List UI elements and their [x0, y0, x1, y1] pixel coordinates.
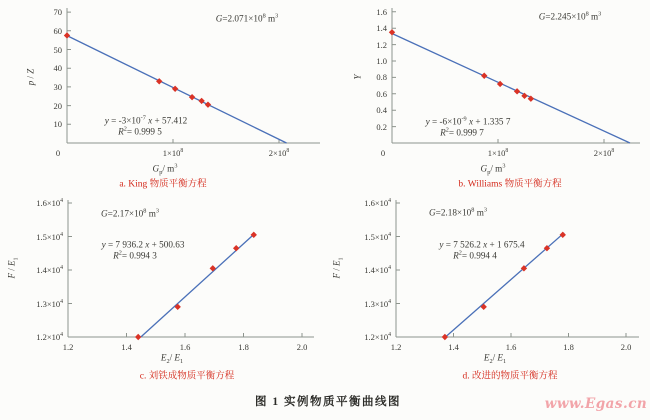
x-tick-label: 1.8: [238, 341, 249, 352]
x-tick-label: 1.2: [390, 341, 402, 352]
x-tick-label: $1\times 10^8$: [487, 147, 509, 158]
y-tick-label: 30: [53, 81, 62, 92]
x-tick-label: $2\times 10^8$: [593, 147, 615, 158]
x-tick-label: 2.0: [296, 341, 308, 352]
x-tick-label: 1.6: [179, 341, 191, 352]
y-tick-label: 0.4: [376, 104, 387, 115]
y-tick-label: 10: [53, 119, 62, 130]
tick-marks: [396, 203, 626, 337]
x-tick-label: 2.0: [620, 341, 632, 352]
chart-c-liutiecheng: [0, 192, 325, 397]
y-tick-label: 0.8: [376, 72, 387, 83]
y-tick-label: $1.6\times 10^4$: [36, 197, 63, 208]
regression-equation: $y = -3\times 10^{-7}$ x + 57.412: [104, 114, 188, 126]
y-tick-label: 1.6: [376, 6, 387, 17]
chart-caption: a. King 物质平衡方程: [119, 179, 207, 190]
chart-canvas: [325, 192, 650, 397]
y-tick-label: $1.4\times 10^4$: [364, 264, 391, 275]
regression-equation: y = 7 936.2 x + 500.63: [101, 239, 185, 250]
x-tick-label: 0: [55, 147, 61, 158]
y-tick-label: $1.4\times 10^4$: [36, 264, 63, 275]
y-tick-label: 40: [53, 62, 62, 73]
y-tick-label: 60: [53, 25, 62, 36]
regression-equation: $R^2= 0.994$ 3: [113, 249, 157, 261]
chart-canvas: [0, 192, 325, 397]
x-tick-label: 1.6: [505, 341, 517, 352]
regression-equation: $R^2= 0.999$ 5: [118, 125, 162, 137]
y-axis-label: F / $E_1$: [331, 257, 345, 279]
y-tick-label: $1.2\times 10^4$: [36, 331, 63, 342]
chart-caption: c. 刘铁成物质平衡方程: [139, 371, 235, 382]
chart-d-improved: [325, 192, 650, 397]
x-axis-label: $G_p/$ $m^3$: [480, 162, 506, 177]
gas-reserve-annotation: $G=2.071\times 10^8$ $m^3$: [215, 12, 279, 24]
gas-reserve-annotation: $G=2.245\times 10^8$ $m^3$: [538, 10, 602, 22]
x-tick-label: 1.4: [448, 341, 459, 352]
y-tick-label: $1.5\times 10^4$: [36, 231, 63, 242]
y-tick-label: $1.3\times 10^4$: [36, 298, 63, 309]
x-tick-label: 1.2: [62, 341, 74, 352]
chart-a-king: [0, 0, 325, 196]
gas-reserve-annotation: $G=2.18\times 10^8$ $m^3$: [429, 206, 487, 218]
regression-equation: $R^2= 0.994$ 4: [453, 249, 497, 261]
x-axis-label: $E_2/$ $E_1$: [160, 352, 184, 366]
tick-marks: [68, 203, 302, 337]
y-axis-label: F / $E_1$: [6, 257, 20, 279]
y-tick-label: 1.2: [376, 39, 387, 50]
y-tick-label: $1.5\times 10^4$: [364, 231, 391, 242]
gas-reserve-annotation: $G=2.17\times 10^8$ $m^3$: [101, 207, 159, 219]
chart-caption: b. Williams 物质平衡方程: [458, 179, 562, 190]
y-tick-label: $1.3\times 10^4$: [364, 298, 391, 309]
regression-equation: $y = -6\times 10^{-9}$ x + 1.335 7: [425, 115, 511, 127]
y-tick-label: 1.0: [376, 55, 387, 66]
x-tick-label: 1.4: [121, 341, 132, 352]
x-tick-label: 1.8: [563, 341, 574, 352]
y-tick-label: 0.6: [376, 88, 387, 99]
chart-caption: d. 改进的物质平衡方程: [462, 371, 558, 382]
y-tick-label: 70: [53, 6, 62, 17]
y-tick-label: 20: [53, 100, 62, 111]
y-axis-label: p / Z: [25, 68, 36, 86]
x-axis-label: $G_p/$ $m^3$: [152, 162, 178, 177]
y-axis-label: Y: [352, 74, 363, 80]
y-tick-label: 0.2: [376, 121, 387, 132]
figure-caption: 图 1 实例物质平衡曲线图: [255, 396, 401, 408]
x-axis-label: $E_2/$ $E_1$: [483, 352, 507, 366]
y-tick-label: 50: [53, 44, 62, 55]
y-tick-label: $1.2\times 10^4$: [364, 331, 391, 342]
y-tick-label: 1.4: [376, 22, 387, 33]
axes: [68, 200, 314, 337]
regression-equation: y = 7 526.2 x + 1 675.4: [439, 239, 525, 250]
regression-equation: $R^2= 0.999$ 7: [440, 126, 484, 138]
y-tick-label: $1.6\times 10^4$: [364, 197, 391, 208]
x-tick-label: 0: [380, 147, 386, 158]
x-tick-label: $2\times 10^8$: [268, 147, 290, 158]
axes: [396, 200, 639, 337]
chart-b-williams: [325, 0, 650, 196]
x-tick-label: $1\times 10^8$: [162, 147, 184, 158]
watermark: www.Egas.cn: [544, 396, 648, 412]
